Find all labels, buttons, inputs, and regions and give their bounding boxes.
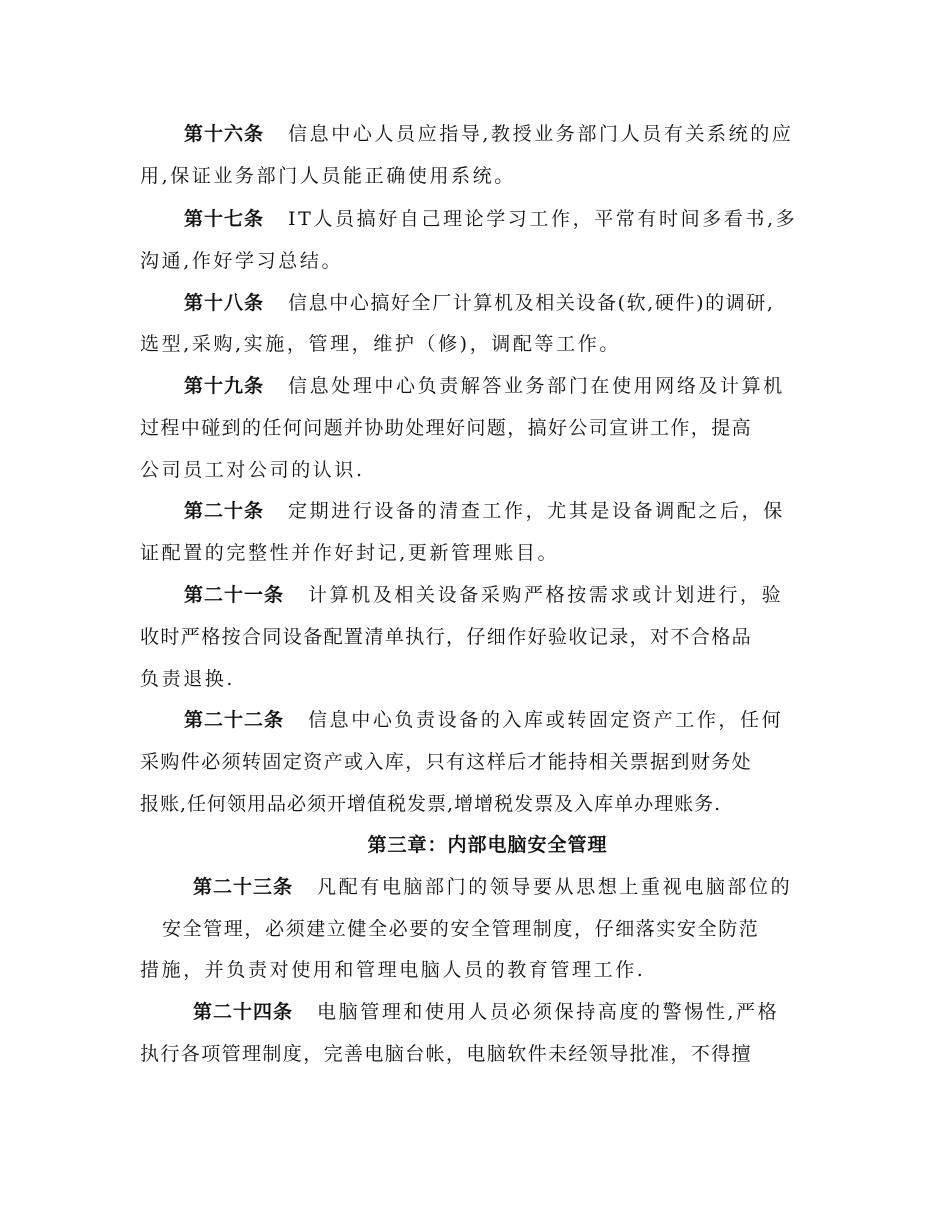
article-17-line-1 [184, 207, 820, 231]
article-16-line-1 [184, 122, 820, 146]
article-19-label: 第十九条 [184, 375, 265, 397]
article-21-line-2: 收时严格按合同设备配置清单执行，仔细作好验收记录，对不合格品 [140, 626, 753, 648]
article-22-line-2: 采购件必须转固定资产或入库，只有这样后才能持相关票据到财务处 [140, 751, 753, 773]
article-19-line-3: 公司员工对公司的认识. [140, 459, 365, 481]
article-24-label: 第二十四条 [193, 1001, 294, 1023]
article-20-label: 第二十条 [184, 500, 265, 522]
article-16-label: 第十六条 [184, 123, 265, 145]
article-19-text: 信息处理中心负责解答业务部门在使用网络及计算机 [288, 375, 785, 397]
article-19-line-1 [184, 374, 820, 398]
article-24-text: 电脑管理和使用人员必须保持高度的警惕性,严格 [317, 1001, 780, 1023]
article-24-line-1 [193, 1000, 820, 1024]
article-22-text: 信息中心负责设备的入库或转固定资产工作，任何 [308, 709, 784, 731]
article-16-line-2: 用,保证业务部门人员能正确使用系统。 [140, 165, 516, 187]
article-18-line-1 [184, 291, 820, 315]
article-22-line-1 [184, 708, 820, 732]
article-17-line-2: 沟通,作好学习总结。 [140, 250, 344, 272]
article-23-label: 第二十三条 [193, 876, 294, 898]
article-21-line-1 [184, 583, 820, 607]
article-19-line-2: 过程中碰到的任何问题并协助处理好问题，搞好公司宣讲工作，提高 [140, 417, 753, 439]
article-23-line-2: 安全管理，必须建立健全必要的安全管理制度，仔细落实安全防范 [162, 918, 760, 940]
article-17-text: IT人员搞好自己理论学习工作，平常有时间多看书,多 [288, 208, 798, 230]
article-23-line-1 [193, 875, 820, 899]
article-20-text: 定期进行设备的清查工作，尤其是设备调配之后，保 [288, 500, 785, 522]
article-23-text: 凡配有电脑部门的领导要从思想上重视电脑部位的 [317, 876, 793, 898]
article-20-line-2: 证配置的完整性并作好封记,更新管理账目。 [140, 542, 560, 564]
article-21-line-3: 负责退换. [140, 668, 236, 690]
article-18-text: 信息中心搞好全厂计算机及相关设备(软,硬件)的调研, [288, 292, 775, 314]
article-24-line-2: 执行各项管理制度，完善电脑台帐，电脑软件未经领导批准，不得擅 [140, 1043, 753, 1065]
article-22-line-3: 报账,任何领用品必须开增值税发票,增增税发票及入库单办理账务. [140, 793, 722, 815]
article-21-text: 计算机及相关设备采购严格按需求或计划进行，验 [308, 584, 784, 606]
article-21-label: 第二十一条 [184, 584, 285, 606]
article-22-label: 第二十二条 [184, 709, 285, 731]
article-16-text: 信息中心人员应指导,教授业务部门人员有关系统的应 [288, 123, 794, 145]
article-18-line-2: 选型,采购,实施，管理，维护（修)，调配等工作。 [140, 333, 621, 355]
article-23-line-3: 措施，并负责对使用和管理电脑人员的教育管理工作. [140, 959, 646, 981]
article-20-line-1 [184, 499, 820, 523]
chapter-heading: 第三章：内部电脑安全管理 [367, 834, 608, 856]
article-17-label: 第十七条 [184, 208, 265, 230]
article-18-label: 第十八条 [184, 292, 265, 314]
